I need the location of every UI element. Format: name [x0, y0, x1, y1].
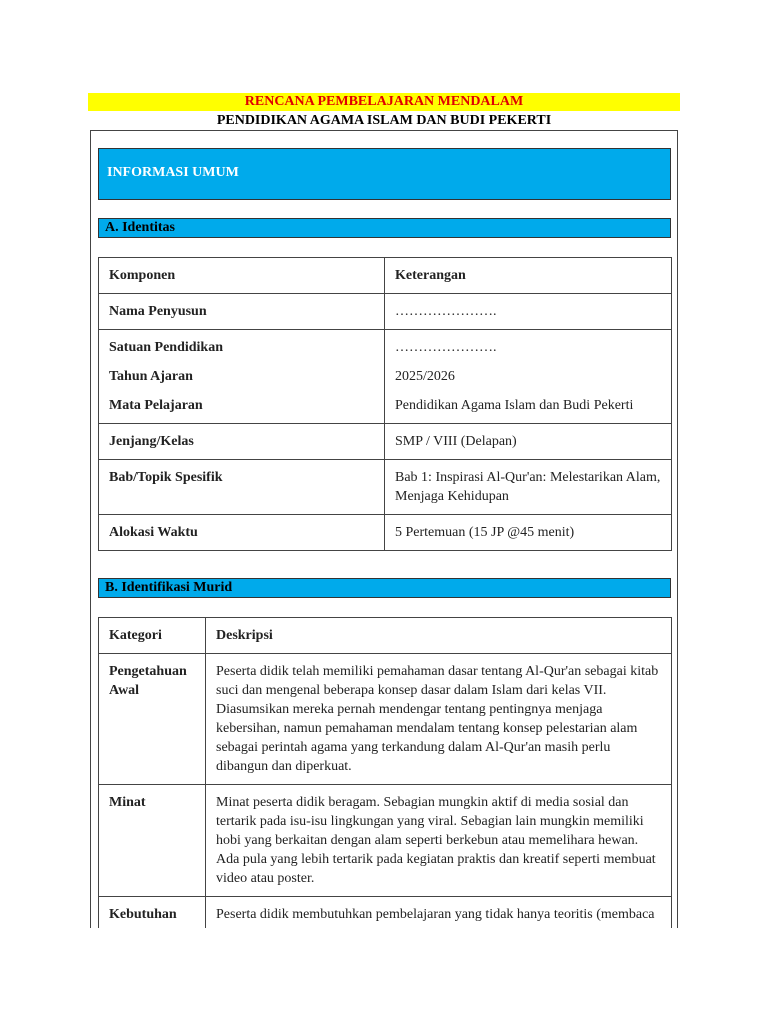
row-label: Minat: [99, 785, 206, 897]
row-value: SMP / VIII (Delapan): [385, 424, 672, 460]
document-frame: [90, 130, 678, 928]
section-identifikasi-murid-heading: B. Identifikasi Murid: [98, 578, 671, 598]
row-label: Tahun Ajaran: [99, 363, 385, 392]
document-title: RENCANA PEMBELAJARAN MENDALAM: [88, 93, 680, 111]
row-value: 2025/2026: [385, 363, 672, 392]
row-value: Peserta didik telah memiliki pemahaman dasar tentang Al-Qur'an sebagai kitab suci dan mengenal beberapa konsep dasar dalam Islam dari kelas VII. Diasumsikan mereka pernah mendengar tentang pentingnya menjaga kebersihan, namun pemahaman mendalam tentang konsep pelestarian alam sebagai perintah agama yang terkandung dalam Al-Qur'an masih perlu dibangun dan diperkuat.: [206, 654, 672, 785]
table-row: [99, 897, 672, 929]
identifikasi-murid-table: [98, 617, 672, 928]
row-label: Alokasi Waktu: [99, 515, 385, 551]
table-row: [99, 785, 672, 897]
table-row: [99, 460, 672, 515]
document-subtitle: PENDIDIKAN AGAMA ISLAM DAN BUDI PEKERTI: [216, 113, 552, 128]
column-header-deskripsi: Deskripsi: [206, 618, 672, 654]
table-row: [99, 654, 672, 785]
info-umum-header: INFORMASI UMUM: [98, 148, 671, 200]
row-label: Bab/Topik Spesifik: [99, 460, 385, 515]
table-row: [99, 515, 672, 551]
identitas-table: [98, 257, 672, 551]
table-header-row: [99, 258, 672, 294]
section-identitas-heading: A. Identitas: [98, 218, 671, 238]
row-label: Nama Penyusun: [99, 294, 385, 330]
column-header-keterangan: Keterangan: [385, 258, 672, 294]
row-value: ………………….: [385, 294, 672, 330]
row-value: 5 Pertemuan (15 JP @45 menit): [385, 515, 672, 551]
table-row: [99, 363, 672, 392]
column-header-kategori: Kategori: [99, 618, 206, 654]
table-header-row: [99, 618, 672, 654]
row-label: Mata Pelajaran: [99, 392, 385, 424]
row-label: Jenjang/Kelas: [99, 424, 385, 460]
row-value: Pendidikan Agama Islam dan Budi Pekerti: [385, 392, 672, 424]
row-label: Satuan Pendidikan: [99, 330, 385, 364]
table-row: [99, 294, 672, 330]
column-header-komponen: Komponen: [99, 258, 385, 294]
row-value: Peserta didik membutuhkan pembelajaran yang tidak hanya teoritis (membaca: [206, 897, 672, 929]
table-row: [99, 330, 672, 364]
row-label: Kebutuhan: [99, 897, 206, 929]
row-label: Pengetahuan Awal: [99, 654, 206, 785]
table-row: [99, 392, 672, 424]
row-value: Bab 1: Inspirasi Al-Qur'an: Melestarikan Alam, Menjaga Kehidupan: [385, 460, 672, 515]
table-row: [99, 424, 672, 460]
row-value: ………………….: [385, 330, 672, 364]
row-value: Minat peserta didik beragam. Sebagian mungkin aktif di media sosial dan tertarik pada isu-isu lingkungan yang viral. Sebagian lain mungkin memiliki hobi yang berkaitan dengan alam seperti berkebun atau memelihara hewan. Ada pula yang lebih tertarik pada kegiatan praktis dan kreatif seperti membuat video atau poster.: [206, 785, 672, 897]
